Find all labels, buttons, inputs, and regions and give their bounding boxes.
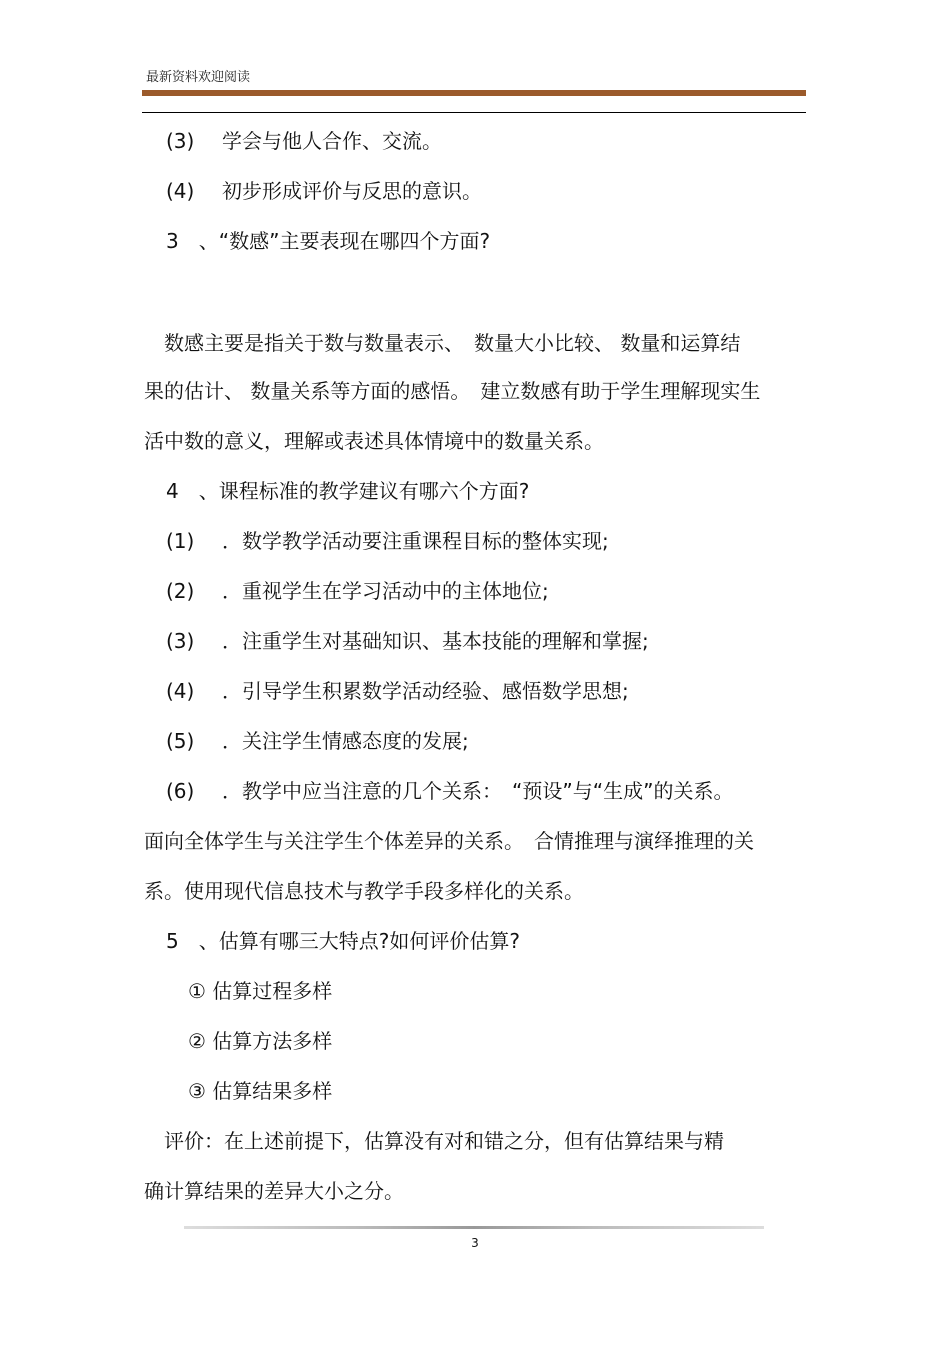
- item-text: ．教学中应当注意的几个关系： “预设”与“生成”的关系。: [222, 779, 734, 803]
- list-item: [166, 528, 609, 554]
- page-number: 3: [471, 1236, 479, 1250]
- footer-rule: [184, 1226, 764, 1229]
- question-3: 3 、“数感”主要表现在哪四个方面?: [166, 229, 491, 253]
- item-number: (5): [166, 729, 195, 753]
- item-text: ．注重学生对基础知识、基本技能的理解和掌握;: [222, 629, 649, 653]
- circled-item: ① 估算过程多样: [188, 979, 333, 1003]
- item-number: (1): [166, 529, 195, 553]
- list-item: [166, 728, 469, 754]
- list-item: [166, 678, 629, 704]
- item-number: (2): [166, 579, 195, 603]
- paragraph-line: 活中数的意义，理解或表述具体情境中的数量关系。: [144, 429, 604, 453]
- paragraph-line: 果的估计、 数量关系等方面的感悟。 建立数感有助于学生理解现实生: [144, 379, 761, 403]
- list-item: [166, 628, 649, 654]
- paragraph-line: 数感主要是指关于数与数量表示、 数量大小比较、 数量和运算结: [144, 331, 741, 355]
- header-text: 最新资料欢迎阅读: [146, 70, 251, 85]
- paragraph-line: 确计算结果的差异大小之分。: [144, 1179, 404, 1203]
- question-4: 4 、课程标准的教学建议有哪六个方面?: [166, 479, 530, 503]
- paragraph-line: 评价：在上述前提下，估算没有对和错之分，但有估算结果与精: [144, 1129, 724, 1153]
- item-number: (3): [166, 629, 195, 653]
- header-rule-brown: [142, 90, 806, 96]
- item-number: (4): [166, 179, 195, 203]
- item-text: ．引导学生积累数学活动经验、感悟数学思想;: [222, 679, 629, 703]
- list-item: [166, 578, 549, 604]
- item-text: ．重视学生在学习活动中的主体地位;: [222, 579, 549, 603]
- item-text: ．关注学生情感态度的发展;: [222, 729, 469, 753]
- list-item: [166, 778, 733, 804]
- item-number: (4): [166, 679, 195, 703]
- item-text: 初步形成评价与反思的意识。: [222, 179, 482, 203]
- circled-item: ② 估算方法多样: [188, 1029, 333, 1053]
- paragraph-line: 面向全体学生与关注学生个体差异的关系。 合情推理与演绎推理的关: [144, 829, 754, 853]
- header-rule-thin: [142, 112, 806, 113]
- item-text: 学会与他人合作、交流。: [222, 129, 442, 153]
- list-item: [166, 128, 442, 154]
- item-text: ．数学教学活动要注重课程目标的整体实现;: [222, 529, 609, 553]
- list-item: [166, 178, 482, 204]
- question-5: 5 、估算有哪三大特点?如何评价估算?: [166, 929, 520, 953]
- paragraph-line: 系。使用现代信息技术与教学手段多样化的关系。: [144, 879, 584, 903]
- item-number: (3): [166, 129, 195, 153]
- circled-item: ③ 估算结果多样: [188, 1079, 333, 1103]
- item-number: (6): [166, 779, 195, 803]
